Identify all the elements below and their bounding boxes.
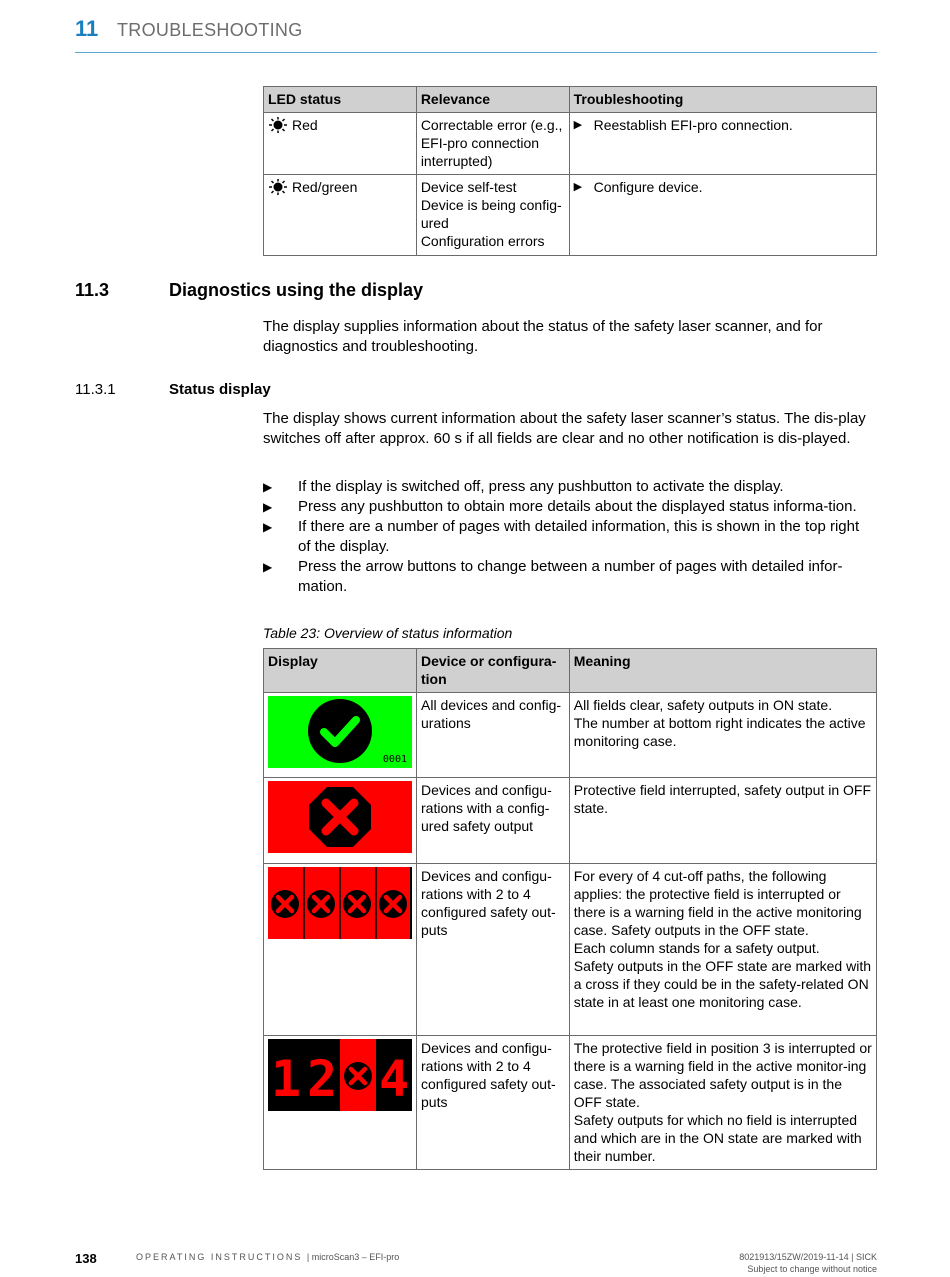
troubleshooting-text: Reestablish EFI-pro connection. bbox=[593, 117, 793, 133]
page-header bbox=[75, 14, 877, 53]
meaning-text: The number at bottom right indicates the active monitoring case. bbox=[573, 715, 866, 749]
config-cell: All devices and config-urations bbox=[417, 693, 570, 778]
bullet-triangle-icon: ▶ bbox=[573, 119, 583, 131]
column-header: Troubleshooting bbox=[569, 87, 876, 113]
table-row bbox=[264, 693, 877, 778]
list-item-text: Press any pushbutton to obtain more details about the displayed status informa-tion. bbox=[298, 498, 857, 515]
cross-icon bbox=[343, 890, 371, 918]
display-four-outputs-off-image bbox=[268, 867, 412, 939]
subsection-title: Status display bbox=[169, 381, 271, 398]
footer-doc-info bbox=[136, 1252, 399, 1262]
column-header: Display bbox=[264, 649, 417, 693]
display-cell bbox=[264, 693, 417, 778]
footer-meta bbox=[739, 1251, 877, 1275]
relevance-cell bbox=[416, 175, 569, 256]
table-row bbox=[264, 1036, 877, 1170]
list-item bbox=[263, 557, 875, 597]
subsection-text: The display shows current information about the safety laser scanner’s status. The dis-play switches off after approx. 60 s if all fields are clear and no other notification is dis-played. bbox=[263, 410, 866, 447]
display-cell bbox=[264, 864, 417, 1036]
led-flashing-icon bbox=[268, 179, 288, 195]
monitoring-case-number: 0001 bbox=[382, 754, 407, 765]
table-row bbox=[264, 113, 877, 175]
change-notice: Subject to change without notice bbox=[747, 1264, 877, 1274]
output-number: 2 bbox=[306, 1050, 338, 1108]
list-item bbox=[263, 497, 875, 517]
section-number: 11.3 bbox=[75, 280, 110, 300]
subsection-number: 11.3.1 bbox=[75, 381, 116, 398]
cross-icon bbox=[271, 890, 299, 918]
product-name: | microScan3 – EFI-pro bbox=[306, 1252, 400, 1262]
doc-type: OPERATING INSTRUCTIONS bbox=[136, 1252, 303, 1262]
config-cell: Devices and configu-rations with 2 to 4 configured safety out-puts bbox=[417, 864, 570, 1036]
meaning-text: The protective field in position 3 is interrupted or there is a warning field in the active monitor-ing case. The associated safety output is in the OFF state. bbox=[573, 1040, 872, 1110]
bullet-triangle-icon: ▶ bbox=[263, 480, 273, 494]
output-number: 1 bbox=[270, 1050, 302, 1108]
relevance-text: Configuration errors bbox=[420, 233, 545, 249]
section-intro: The display supplies information about the status of the safety laser scanner, and for diagnostics and troubleshooting. bbox=[263, 318, 823, 355]
bullet-triangle-icon: ▶ bbox=[573, 181, 583, 193]
meaning-text: For every of 4 cut-off paths, the following applies: the protective field is interrupted or there is a warning field in the active monitoring case. Safety outputs in the OFF state. bbox=[573, 868, 862, 938]
status-table bbox=[263, 648, 877, 1170]
meaning-cell bbox=[569, 864, 876, 1036]
chapter-title: TROUBLESHOOTING bbox=[117, 20, 303, 40]
led-cell bbox=[264, 175, 417, 256]
troubleshooting-text: Configure device. bbox=[593, 179, 703, 195]
relevance-text: Device is being config-ured bbox=[420, 197, 562, 231]
cross-icon bbox=[344, 1062, 372, 1090]
display-all-clear-image bbox=[268, 696, 412, 768]
meaning-text: Each column stands for a safety output. bbox=[573, 940, 820, 956]
output-number: 4 bbox=[378, 1050, 410, 1108]
cross-icon bbox=[379, 890, 407, 918]
relevance-cell bbox=[416, 113, 569, 175]
list-item-text: Press the arrow buttons to change between a number of pages with detailed infor-mation. bbox=[298, 558, 843, 595]
relevance-text: Correctable error (e.g., EFI-pro connection interrupted) bbox=[420, 117, 563, 169]
meaning-text: Protective field interrupted, safety output in OFF state. bbox=[573, 782, 872, 816]
meaning-text: Safety outputs in the OFF state are marked with a cross if they could be in the safety-related ON state in at least one monitoring case. bbox=[573, 958, 871, 1010]
column-header: LED status bbox=[264, 87, 417, 113]
display-cell bbox=[264, 1036, 417, 1170]
column-header: Relevance bbox=[416, 87, 569, 113]
meaning-text: Safety outputs for which no field is interrupted and which are in the ON state are marked with their number. bbox=[573, 1112, 862, 1164]
led-label: Red bbox=[292, 117, 318, 133]
table-header-row bbox=[264, 87, 877, 113]
bullet-triangle-icon: ▶ bbox=[263, 560, 273, 574]
troubleshooting-cell bbox=[569, 113, 876, 175]
led-flashing-icon bbox=[268, 117, 288, 133]
meaning-cell bbox=[569, 778, 876, 864]
display-cell bbox=[264, 778, 417, 864]
cross-icon bbox=[307, 890, 335, 918]
troubleshooting-cell bbox=[569, 175, 876, 256]
bullet-triangle-icon: ▶ bbox=[263, 520, 273, 534]
meaning-cell bbox=[569, 693, 876, 778]
doc-id: 8021913/15ZW/2019-11-14 | SICK bbox=[739, 1252, 877, 1262]
list-item bbox=[263, 517, 875, 557]
config-cell: Devices and configu-rations with 2 to 4 configured safety out-puts bbox=[417, 1036, 570, 1170]
list-item-text: If the display is switched off, press any pushbutton to activate the display. bbox=[298, 478, 784, 495]
check-circle-icon bbox=[308, 699, 372, 763]
meaning-text: All fields clear, safety outputs in ON state. bbox=[573, 697, 833, 713]
chapter-number: 11 bbox=[75, 16, 99, 41]
led-label: Red/green bbox=[292, 179, 358, 195]
bullet-triangle-icon: ▶ bbox=[263, 500, 273, 514]
column-header: Device or configura-tion bbox=[417, 649, 570, 693]
led-cell bbox=[264, 113, 417, 175]
table-row bbox=[264, 864, 877, 1036]
led-status-table bbox=[263, 86, 877, 256]
table-row bbox=[264, 175, 877, 256]
relevance-text: Device self-test bbox=[420, 179, 517, 195]
list-item-text: If there are a number of pages with detailed information, this is shown in the top right of the display. bbox=[298, 518, 860, 555]
table-caption: Table 23: Overview of status information bbox=[263, 625, 513, 641]
meaning-cell bbox=[569, 1036, 876, 1170]
list-item bbox=[263, 477, 875, 497]
section-title: Diagnostics using the display bbox=[169, 280, 424, 300]
table-row bbox=[264, 778, 877, 864]
page-number: 138 bbox=[75, 1251, 97, 1266]
instruction-list bbox=[263, 477, 875, 597]
column-header: Meaning bbox=[569, 649, 876, 693]
display-output-off-image bbox=[268, 781, 412, 853]
config-cell: Devices and configu-rations with a config-ured safety output bbox=[417, 778, 570, 864]
table-header-row bbox=[264, 649, 877, 693]
display-output-3-off-image bbox=[268, 1039, 412, 1111]
